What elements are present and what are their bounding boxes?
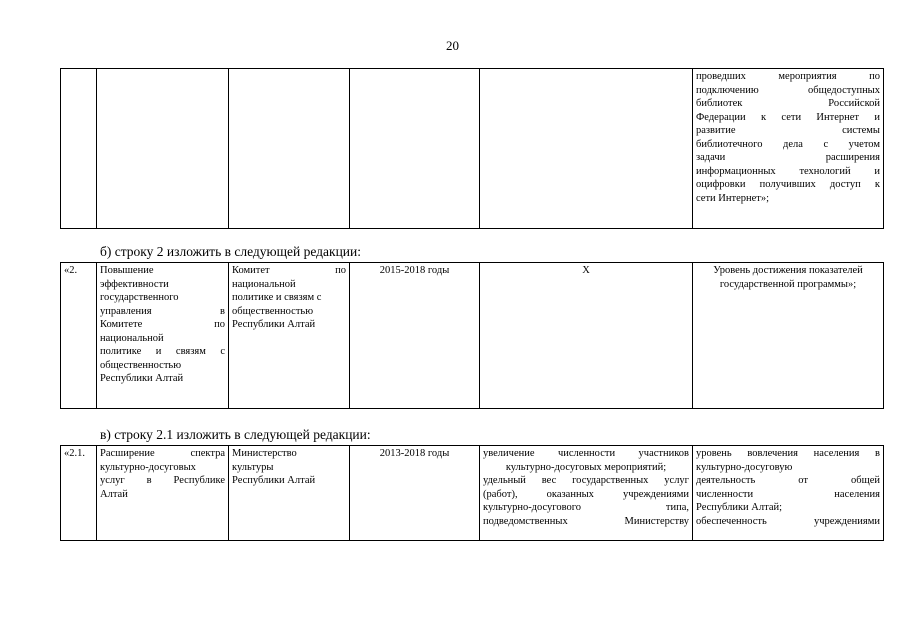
line: развитие системы — [696, 125, 880, 136]
line: подключению общедоступных — [696, 84, 880, 96]
empty-cell — [480, 69, 693, 229]
period: 2015-2018 годы — [350, 263, 480, 409]
line: удельный вес государственных услуг — [483, 475, 689, 486]
line: управления в — [100, 305, 225, 317]
line: обеспеченность учреждениями — [696, 515, 880, 527]
line: Расширение спектра — [100, 448, 225, 459]
line: Республики Алтай; — [696, 502, 783, 513]
line: Комитете по — [100, 319, 225, 330]
line: сети Интернет»; — [696, 192, 770, 204]
line: услуг в Республике — [100, 475, 225, 486]
table-top-fragment — [60, 68, 884, 229]
line: задачи расширения — [696, 152, 880, 163]
expected-result: Х — [480, 263, 693, 409]
expected-result — [480, 446, 693, 541]
line: подведомственных Министерству — [483, 515, 689, 527]
indicator-cell — [693, 69, 884, 229]
line: Комитет по — [232, 265, 346, 276]
executor — [229, 263, 350, 409]
line: культурно-досуговых — [100, 461, 196, 473]
line: библиотечного дела с учетом — [696, 138, 880, 150]
line: Алтай — [100, 488, 128, 500]
line: деятельность от общей — [696, 475, 880, 486]
line: Федерации к сети Интернет и — [696, 111, 880, 123]
line: увеличение численности участников — [483, 448, 689, 459]
line: культуры — [232, 461, 274, 473]
line: библиотек Российской — [696, 98, 880, 109]
line: оцифровки получивших доступ к — [696, 179, 880, 190]
table-row-2 — [60, 262, 884, 409]
line: общественностью — [232, 305, 314, 317]
indicator: Уровень достижения показателей государственной программы»; — [693, 263, 884, 409]
line: общественностью — [100, 359, 182, 371]
line: Республики Алтай — [232, 319, 316, 330]
page-number: 20 — [446, 38, 459, 53]
line: национальной — [100, 332, 164, 344]
line: культурно-досуговую — [696, 461, 793, 473]
row-number: «2.1. — [61, 446, 97, 541]
line: проведших мероприятия по — [696, 71, 880, 82]
line: Повышение — [100, 265, 154, 276]
line: информационных технологий и — [696, 165, 880, 177]
line: эффективности — [100, 278, 169, 290]
paragraph-b: б) строку 2 изложить в следующей редакции: — [100, 244, 361, 259]
line: (работ), оказанных учреждениями — [483, 488, 689, 500]
empty-cell — [350, 69, 480, 229]
empty-cell — [61, 69, 97, 229]
paragraph-v: в) строку 2.1 изложить в следующей редакции: — [100, 427, 371, 442]
line: политике и связям с — [100, 346, 225, 357]
indicator — [693, 446, 884, 541]
empty-cell — [97, 69, 229, 229]
line: национальной — [232, 278, 296, 290]
line: Министерство — [232, 448, 297, 459]
table-row-2-1 — [60, 445, 884, 541]
line: политике и связям с — [232, 292, 322, 303]
line: уровень вовлечения населения в — [696, 448, 880, 459]
measure-name — [97, 263, 229, 409]
line: культурно-досугового типа, — [483, 502, 689, 513]
line: Республики Алтай — [100, 373, 184, 384]
line: численности населения — [696, 488, 880, 500]
line: культурно-досуговых мероприятий; — [505, 461, 667, 473]
measure-name — [97, 446, 229, 541]
line: Республики Алтай — [232, 475, 316, 486]
line: государственного — [100, 292, 179, 303]
row-number: «2. — [61, 263, 97, 409]
period: 2013-2018 годы — [350, 446, 480, 541]
executor — [229, 446, 350, 541]
empty-cell — [229, 69, 350, 229]
